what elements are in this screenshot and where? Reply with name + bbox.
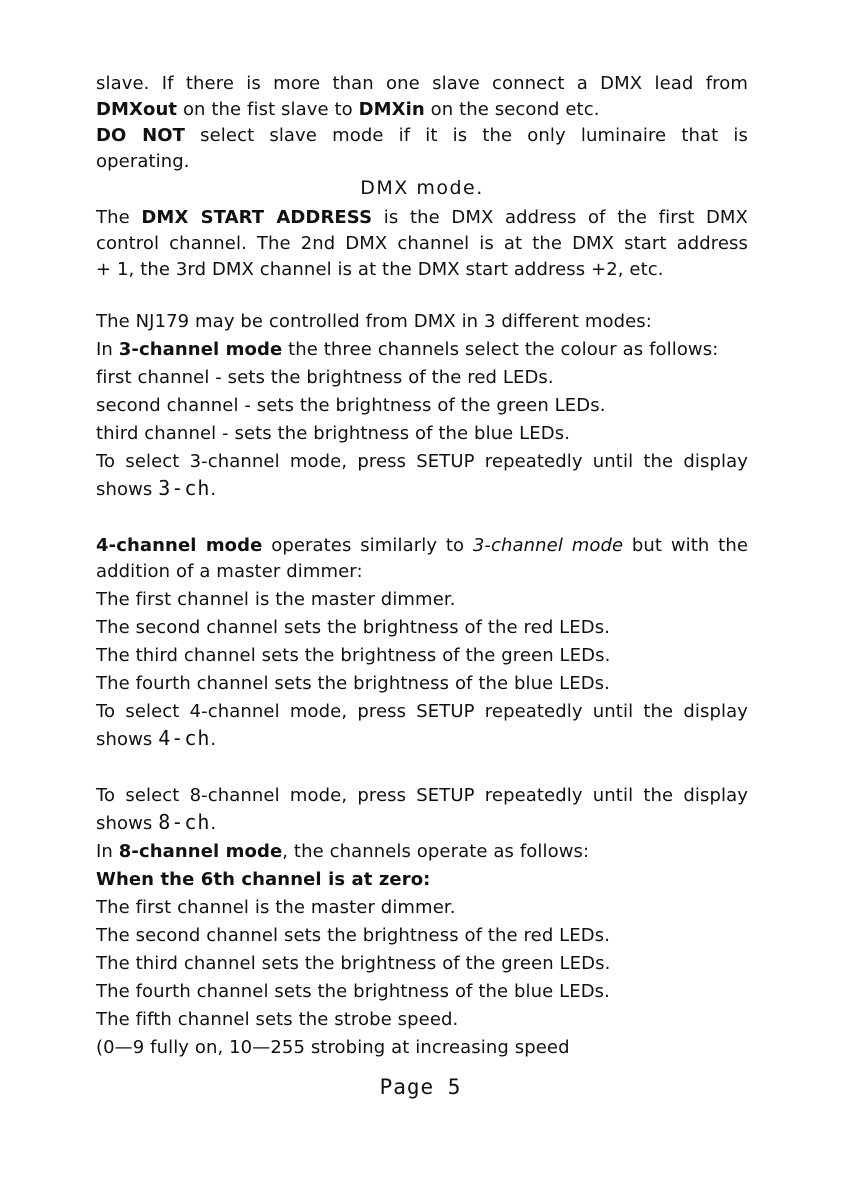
mode4-end: . bbox=[210, 729, 217, 750]
mode8-term: 8-channel mode bbox=[118, 841, 283, 862]
section-heading: DMX mode. bbox=[360, 177, 484, 199]
mode3-channel-3: third channel - sets the brightness of the blue LEDs. bbox=[96, 423, 571, 444]
mode8-channel-5: The fifth channel sets the strobe speed. bbox=[96, 1009, 459, 1030]
mode4-display-readout: 4-ch bbox=[158, 726, 211, 750]
page-number: Page 5 bbox=[379, 1075, 462, 1099]
slave-paragraph-line-1: slave. If there is more than one slave connect a DMX lead from bbox=[96, 73, 748, 94]
donot-text: select slave mode if it is the only luminaire that is bbox=[185, 125, 748, 146]
mode3-intro bbox=[96, 337, 748, 363]
mode8-channel-4: The fourth channel sets the brightness of the blue LEDs. bbox=[96, 981, 610, 1002]
dmxout-term: DMXout bbox=[96, 99, 178, 120]
mode3-display-readout: 3-ch bbox=[158, 476, 211, 500]
mode8-shows bbox=[96, 809, 748, 837]
mode3-channel-1: first channel - sets the brightness of the red LEDs. bbox=[96, 367, 554, 388]
mode8-channel-2: The second channel sets the brightness of the red LEDs. bbox=[96, 925, 611, 946]
mode4-channel-1: The first channel is the master dimmer. bbox=[96, 589, 456, 610]
mode8-when-heading: When the 6th channel is at zero: bbox=[96, 869, 431, 890]
dmx-start-address-term: DMX START ADDRESS bbox=[141, 207, 373, 228]
mode8-intro-post: , the channels operate as follows: bbox=[282, 841, 590, 862]
mode8-end: . bbox=[210, 813, 217, 834]
mode8-select: To select 8-channel mode, press SETUP repeatedly until the display bbox=[96, 785, 748, 806]
start-address-pre: The bbox=[96, 207, 142, 228]
mode8-intro bbox=[96, 839, 748, 865]
start-address-line-2: control channel. The 2nd DMX channel is at the DMX start address bbox=[96, 233, 748, 254]
mode3-reference: 3-channel mode bbox=[472, 535, 624, 556]
mode3-shows-text: shows bbox=[96, 479, 159, 500]
mode3-channel-2: second channel - sets the brightness of the green LEDs. bbox=[96, 395, 606, 416]
mode4-channel-4: The fourth channel sets the brightness of the blue LEDs. bbox=[96, 673, 610, 694]
mode8-shows-text: shows bbox=[96, 813, 159, 834]
mode4-select: To select 4-channel mode, press SETUP repeatedly until the display bbox=[96, 701, 748, 722]
donot-term: DO NOT bbox=[96, 125, 186, 146]
mode4-channel-2: The second channel sets the brightness of the red LEDs. bbox=[96, 617, 611, 638]
start-address-post: is the DMX address of the first DMX bbox=[372, 207, 748, 228]
mode3-intro-pre: In bbox=[96, 339, 119, 360]
modes-intro: The NJ179 may be controlled from DMX in 3 different modes: bbox=[96, 311, 652, 332]
mode8-display-readout: 8-ch bbox=[158, 810, 211, 834]
mode4-shows-text: shows bbox=[96, 729, 159, 750]
mode3-term: 3-channel mode bbox=[118, 339, 283, 360]
mode4-line-2: addition of a master dimmer: bbox=[96, 561, 363, 582]
slave-paragraph-text: on the fist slave to bbox=[177, 99, 359, 120]
donot-paragraph-line-1 bbox=[96, 123, 748, 149]
donot-paragraph-line-2: operating. bbox=[96, 151, 190, 172]
mode3-shows bbox=[96, 475, 748, 503]
mode8-channel-1: The first channel is the master dimmer. bbox=[96, 897, 456, 918]
slave-paragraph-text-end: on the second etc. bbox=[424, 99, 600, 120]
mode4-channel-3: The third channel sets the brightness of the green LEDs. bbox=[96, 645, 611, 666]
mode8-channel-5-detail: (0—9 fully on, 10—255 strobing at increasing speed bbox=[96, 1037, 570, 1058]
start-address-line-3: + 1, the 3rd DMX channel is at the DMX start address +2, etc. bbox=[96, 259, 664, 280]
mode4-intro-c: but with the bbox=[623, 535, 749, 556]
mode8-intro-pre: In bbox=[96, 841, 119, 862]
mode3-select: To select 3-channel mode, press SETUP repeatedly until the display bbox=[96, 451, 748, 472]
mode4-shows bbox=[96, 725, 748, 753]
mode8-channel-3: The third channel sets the brightness of the green LEDs. bbox=[96, 953, 611, 974]
mode4-term: 4-channel mode bbox=[96, 535, 263, 556]
start-address-line-1 bbox=[96, 205, 748, 231]
dmxin-term: DMXin bbox=[358, 99, 425, 120]
mode4-intro bbox=[96, 533, 748, 559]
mode3-intro-post: the three channels select the colour as follows: bbox=[282, 339, 719, 360]
mode3-end: . bbox=[210, 479, 217, 500]
mode4-intro-a: operates similarly to bbox=[262, 535, 473, 556]
slave-paragraph-line-2 bbox=[96, 97, 748, 123]
